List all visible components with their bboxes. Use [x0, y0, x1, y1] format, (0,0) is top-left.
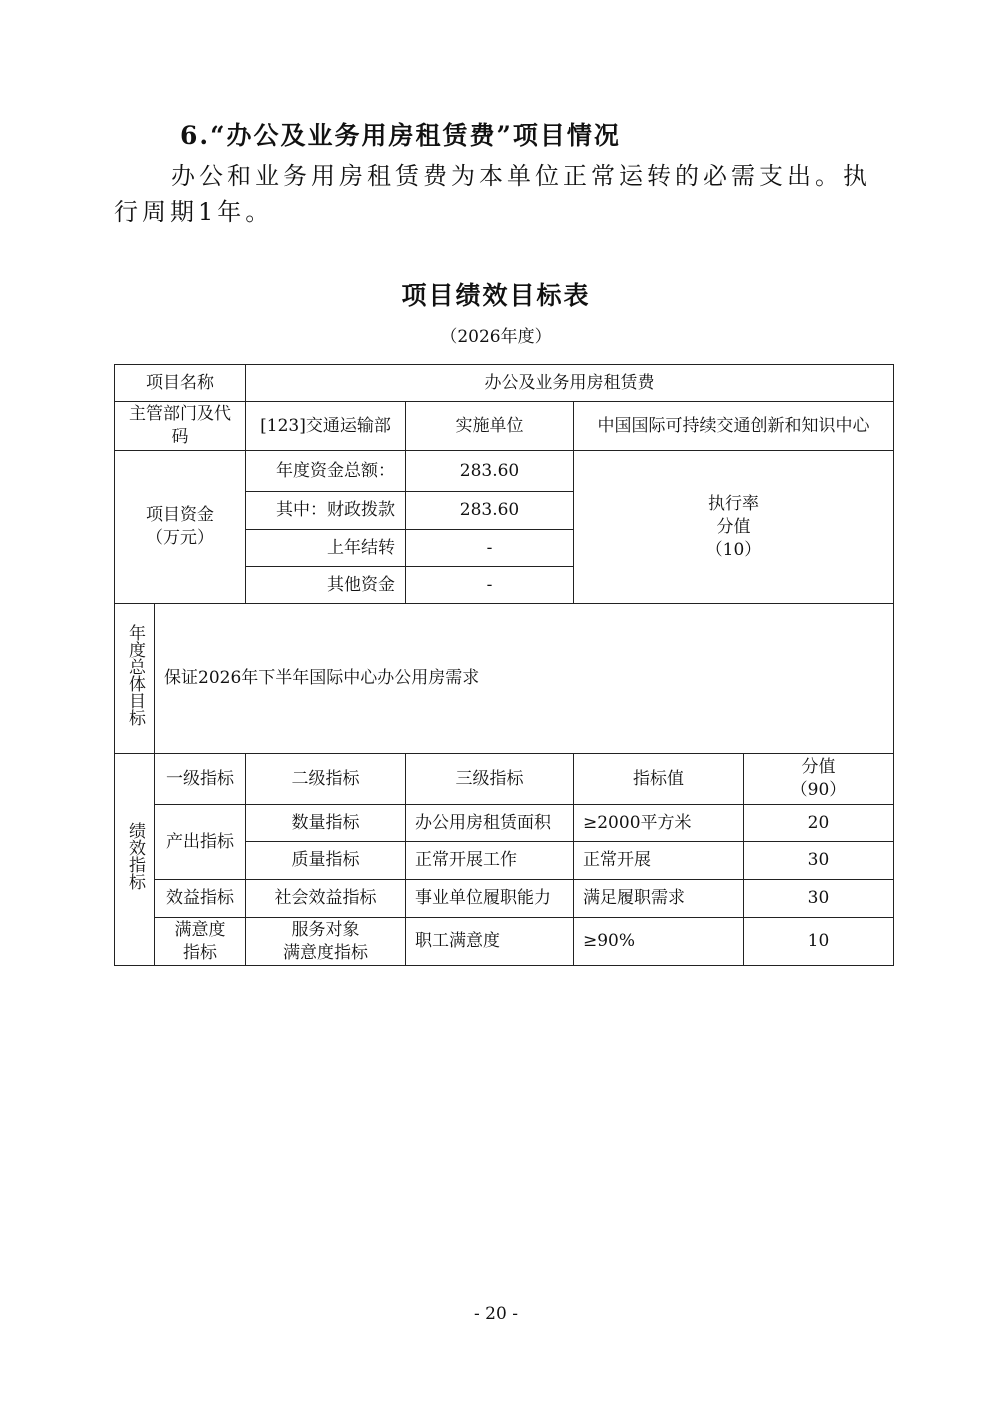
- indicators-label-cell: [115, 754, 155, 966]
- header-level2: 二级指标: [246, 754, 406, 805]
- row-score: 30: [744, 842, 894, 880]
- row-level3: 办公用房租赁面积: [406, 805, 574, 842]
- table-row: [115, 918, 894, 966]
- funds-total-value: 283.60: [406, 451, 574, 492]
- dept-value: [123]交通运输部: [246, 402, 406, 451]
- section-heading: 6.“办公及业务用房租赁费”项目情况: [180, 121, 621, 150]
- row-value: ≥90%: [574, 918, 744, 966]
- table-row: [115, 880, 894, 918]
- row-value: ≥2000平方米: [574, 805, 744, 842]
- project-name-value: 办公及业务用房租赁费: [246, 365, 894, 402]
- row-level2: 数量指标: [246, 805, 406, 842]
- header-value: 指标值: [574, 754, 744, 805]
- goal-label: 年度总体目标: [125, 624, 145, 726]
- funds-total-label: 年度资金总额：: [246, 451, 406, 492]
- row-level2: 服务对象 满意度指标: [246, 918, 406, 966]
- exec-rate-score: 执行率 分值 （10）: [574, 451, 894, 604]
- row-level1: 效益指标: [155, 880, 246, 918]
- goal-label-cell: [115, 604, 155, 754]
- row-value: 正常开展: [574, 842, 744, 880]
- row-score: 20: [744, 805, 894, 842]
- row-level2: 社会效益指标: [246, 880, 406, 918]
- funds-carryover-label: 上年结转: [246, 530, 406, 567]
- table-year: （2026年度）: [440, 327, 552, 347]
- row-level1: 产出指标: [155, 805, 246, 880]
- impl-value: 中国国际可持续交通创新和知识中心: [574, 402, 894, 451]
- row-value: 满足履职需求: [574, 880, 744, 918]
- funds-other-value: -: [406, 567, 574, 604]
- header-level1: 一级指标: [155, 754, 246, 805]
- row-level3: 事业单位履职能力: [406, 880, 574, 918]
- dept-label: 主管部门及代码: [115, 402, 246, 451]
- project-name-label: 项目名称: [115, 365, 246, 402]
- row-level3: 职工满意度: [406, 918, 574, 966]
- funds-carryover-value: -: [406, 530, 574, 567]
- row-level1: 满意度 指标: [155, 918, 246, 966]
- section-paragraph: 办公和业务用房租赁费为本单位正常运转的必需支出。执行周期1年。: [114, 162, 871, 226]
- goal-text: 保证2026年下半年国际中心办公用房需求: [155, 604, 894, 754]
- row-level2: 质量指标: [246, 842, 406, 880]
- impl-label: 实施单位: [406, 402, 574, 451]
- table-row: [115, 805, 894, 842]
- funds-label: 项目资金 （万元）: [115, 451, 246, 604]
- row-score: 30: [744, 880, 894, 918]
- page-number: - 20 -: [474, 1304, 518, 1324]
- header-level3: 三级指标: [406, 754, 574, 805]
- funds-other-label: 其他资金: [246, 567, 406, 604]
- header-score: 分值 （90）: [744, 754, 894, 805]
- row-score: 10: [744, 918, 894, 966]
- performance-table: [114, 364, 894, 966]
- funds-fiscal-label: 其中：财政拨款: [246, 492, 406, 530]
- table-title: 项目绩效目标表: [401, 281, 591, 310]
- row-level3: 正常开展工作: [406, 842, 574, 880]
- indicators-label: 绩效指标: [125, 822, 145, 890]
- funds-fiscal-value: 283.60: [406, 492, 574, 530]
